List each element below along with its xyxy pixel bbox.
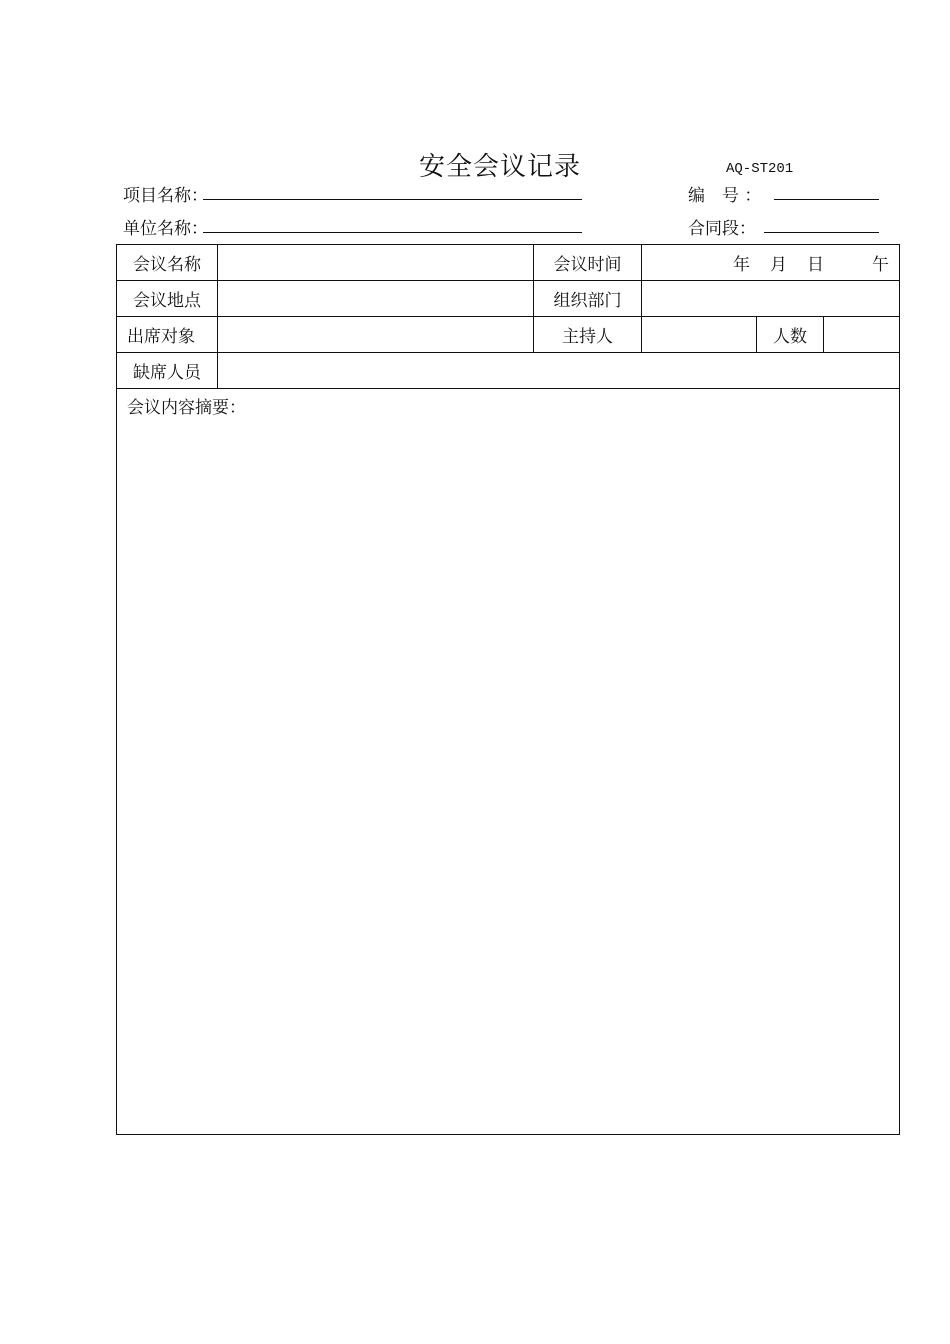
project-name-field[interactable] [203, 199, 582, 200]
meeting-record-table [116, 244, 900, 1135]
organizing-dept-cell[interactable] [642, 281, 900, 317]
meeting-name-cell[interactable] [218, 245, 534, 281]
host-cell[interactable] [642, 317, 757, 353]
table-row [117, 353, 900, 389]
meeting-name-label: 会议名称 [117, 245, 218, 281]
meeting-time-label: 会议时间 [534, 245, 642, 281]
summary-cell[interactable] [117, 389, 900, 1135]
form-code: AQ-ST201 [726, 161, 794, 177]
headcount-cell[interactable] [824, 317, 900, 353]
headcount-label: 人数 [757, 317, 824, 353]
table-row [117, 389, 900, 1135]
table-row [117, 317, 900, 353]
contract-section-field[interactable] [764, 232, 879, 233]
attendees-cell[interactable] [218, 317, 534, 353]
unit-name-label: 单位名称： [123, 219, 208, 239]
organizing-dept-label: 组织部门 [534, 281, 642, 317]
serial-no-label: 编 号 ： [688, 186, 762, 206]
serial-no-field[interactable] [774, 199, 879, 200]
date-year: 年 [733, 255, 751, 275]
absentees-label: 缺席人员 [117, 353, 218, 389]
contract-section-label: 合同段： [688, 219, 756, 239]
table-row [117, 245, 900, 281]
page-title: 安全会议记录 [418, 152, 581, 182]
table-row [117, 281, 900, 317]
date-day: 日 [807, 255, 825, 275]
meeting-place-label: 会议地点 [117, 281, 218, 317]
meeting-place-cell[interactable] [218, 281, 534, 317]
date-noon: 午 [872, 255, 890, 275]
meeting-time-cell[interactable] [642, 245, 900, 281]
unit-name-field[interactable] [203, 232, 582, 233]
attendees-label: 出席对象 [117, 317, 218, 353]
host-label: 主持人 [534, 317, 642, 353]
project-name-label: 项目名称： [123, 186, 208, 206]
summary-label: 会议内容摘要： [127, 398, 246, 418]
absentees-cell[interactable] [218, 353, 900, 389]
date-month: 月 [770, 255, 788, 275]
